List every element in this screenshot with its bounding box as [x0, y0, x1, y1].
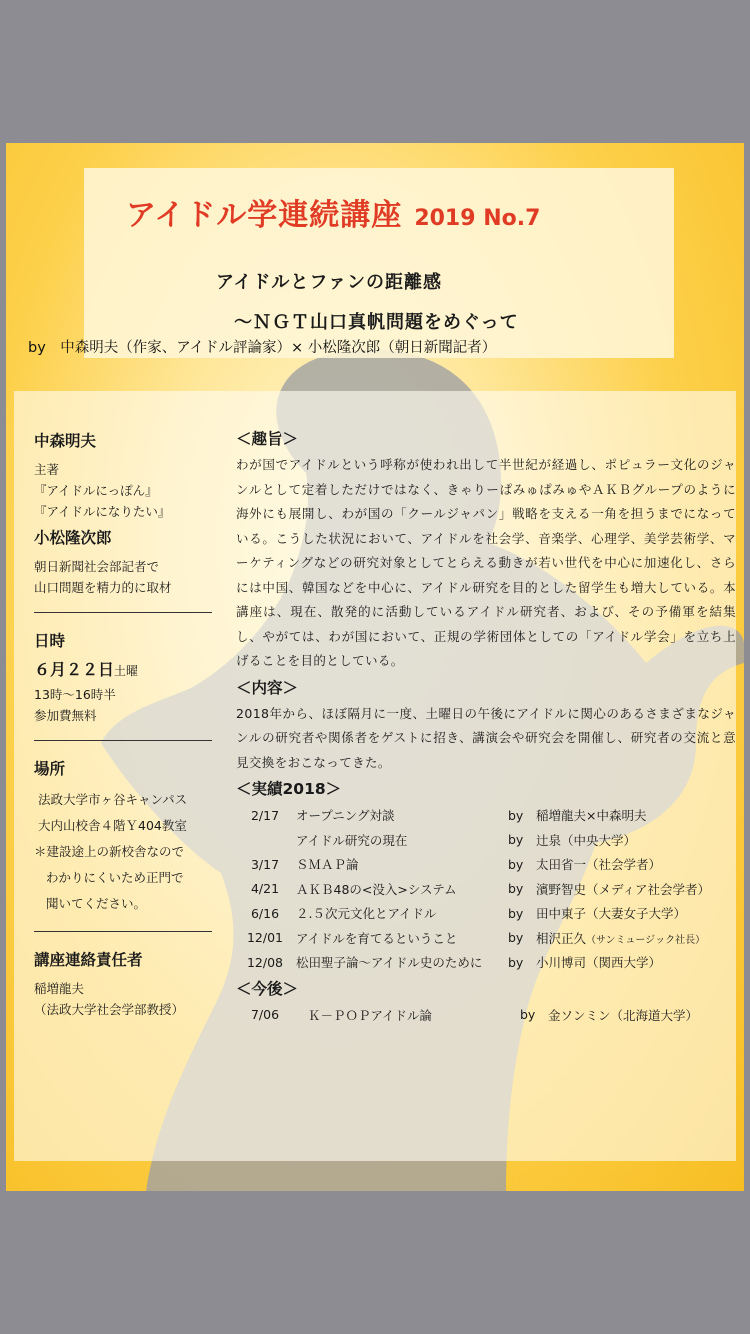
subtitle-line1: アイドルとファンの距離感 — [216, 272, 443, 293]
record-title: アイドル研究の現在 — [296, 832, 408, 848]
table-row — [236, 803, 710, 828]
divider — [34, 740, 212, 741]
contact-affiliation: （法政大学社会学部教授） — [34, 1002, 185, 1017]
event-fee: 参加費無料 — [34, 708, 97, 723]
venue-note3: 聞いてください。 — [46, 896, 147, 911]
record-speaker: 田中東子（大妻女子大学） — [536, 906, 687, 922]
header-box — [84, 168, 674, 358]
table-row — [236, 852, 710, 877]
edition-number: 2019 No.7 — [414, 206, 541, 231]
future-date: 7/06 — [250, 1007, 280, 1023]
record-title: オープニング対談 — [296, 808, 395, 824]
record-date: 12/01 — [246, 930, 284, 946]
datetime-heading: 日時 — [34, 632, 66, 650]
record-by: by — [508, 954, 524, 970]
record-heading: ＜実績2018＞ — [236, 780, 342, 798]
speaker1-work1: 『アイドルにっぽん』 — [34, 483, 158, 498]
speaker1-work2: 『アイドルになりたい』 — [34, 504, 171, 519]
event-weekday: 土曜 — [114, 664, 139, 678]
event-date: ６月２２日 — [34, 660, 115, 679]
record-date: 2/17 — [250, 807, 280, 823]
record-date: 4/21 — [250, 881, 280, 897]
divider — [34, 612, 212, 613]
record-by: by — [508, 856, 524, 872]
record-date: 3/17 — [250, 856, 280, 872]
record-date — [236, 828, 294, 853]
record-speaker: 濱野智史（メディア社会学者） — [536, 881, 711, 897]
record-title: ２.５次元文化とアイドル — [296, 906, 437, 922]
record-speaker-note: （サンミュージック社長） — [586, 934, 706, 946]
venue-line1: 法政大学市ヶ谷キャンパス — [38, 792, 188, 807]
table-row — [236, 877, 710, 902]
body-box — [14, 391, 736, 1161]
record-speaker: 辻泉（中央大学） — [536, 832, 637, 848]
speaker1-works-label: 主著 — [34, 462, 60, 477]
future-speaker: 金ソンミン（北海道大学） — [548, 1007, 699, 1023]
record-title: 松田聖子論～アイドル史のために — [296, 955, 483, 971]
record-speaker: 小川博司（関西大学） — [536, 955, 662, 971]
record-by: by — [508, 930, 524, 946]
contact-heading: 講座連絡責任者 — [34, 951, 143, 969]
record-title: ＳＭＡＰ論 — [296, 857, 359, 873]
speakers-byline: by 中森明夫（作家、アイドル評論家）× 小松隆次郎（朝日新聞記者） — [28, 340, 497, 356]
event-poster — [6, 143, 744, 1191]
table-row — [236, 926, 710, 951]
table-row — [236, 950, 710, 975]
venue-heading: 場所 — [34, 760, 66, 778]
future-by: by — [520, 1007, 536, 1023]
table-row — [236, 1003, 698, 1028]
speaker2-desc2: 山口問題を精力的に取材 — [34, 580, 172, 595]
record-title: アイドルを育てるということ — [296, 930, 458, 946]
venue-note2: わかりにくいため正門で — [46, 870, 184, 885]
record-date: 6/16 — [250, 905, 280, 921]
speaker1-name: 中森明夫 — [34, 432, 97, 450]
record-speaker — [532, 926, 710, 951]
record-title: ＡＫＢ48の<没入>システム — [296, 881, 457, 897]
record-speaker: 稲増龍夫×中森明夫 — [536, 808, 647, 824]
page-title: アイドル学連続講座 — [126, 198, 403, 233]
sidebar — [34, 429, 224, 1020]
venue-note1: ＊建設途上の新校舎なので — [34, 844, 185, 859]
purpose-heading: ＜趣旨＞ — [236, 430, 299, 448]
table-row — [236, 828, 710, 853]
record-by: by — [508, 905, 524, 921]
content-text: 2018年から、ほぼ隔月に一度、土曜日の午後にアイドルに関心のあるさまざまなジャンルの研究者や関係者をゲストに招き、講演会や研究会を開催し、研究者の交流と意見交換をおこなってきた。 — [236, 705, 736, 770]
record-speaker-name: 相沢正久 — [536, 930, 587, 946]
record-table — [236, 803, 710, 975]
contact-name: 稲増龍夫 — [34, 981, 85, 996]
main-content — [236, 427, 736, 1029]
record-date: 12/08 — [246, 954, 284, 970]
content-heading: ＜内容＞ — [236, 678, 299, 697]
record-speaker: 太田省一（社会学者） — [536, 857, 662, 873]
divider — [34, 931, 212, 932]
speaker2-desc1: 朝日新聞社会部記者で — [34, 559, 160, 574]
subtitle-line2: ～ＮＧＴ山口真帆問題をめぐって — [234, 312, 519, 333]
record-by: by — [508, 881, 524, 897]
purpose-text: わが国でアイドルという呼称が使われ出して半世紀が経過し、ポピュラー文化のジャンルとして定着しただけではなく、きゃりーぱみゅぱみゅやＡＫＢグループのように海外にも展開し、わが国の「クールジャパン」戦略を支える一角を担うまでになっている。こうした状況において、アイドルを社会学、音楽学、心理学、美学芸術学、マーケティングなどの研究対象としてとらえる動きが若い世代を中心に加速化し、さらには中国、韓国などを中心に、アイドル研究を目的とした留学生も増大している。本講座は、現在、散発的に活動しているアイドル研究者、および、その予備軍を結集し、やがては、わが国において、正規の学術団体としての「アイドル学会」を立ち上げることを目的としている。 — [236, 457, 736, 668]
table-row — [236, 901, 710, 926]
title-row — [126, 190, 540, 234]
venue-line2: 大内山校舎４階Ｙ404教室 — [38, 818, 187, 833]
speaker2-name: 小松隆次郎 — [34, 529, 112, 547]
future-heading: ＜今後＞ — [236, 979, 299, 998]
record-by: by — [508, 807, 524, 823]
future-table — [236, 1003, 698, 1028]
record-by: by — [508, 832, 524, 848]
event-time: 13時～16時半 — [34, 687, 116, 702]
future-title: Ｋ－ＰＯＰアイドル論 — [308, 1007, 432, 1023]
